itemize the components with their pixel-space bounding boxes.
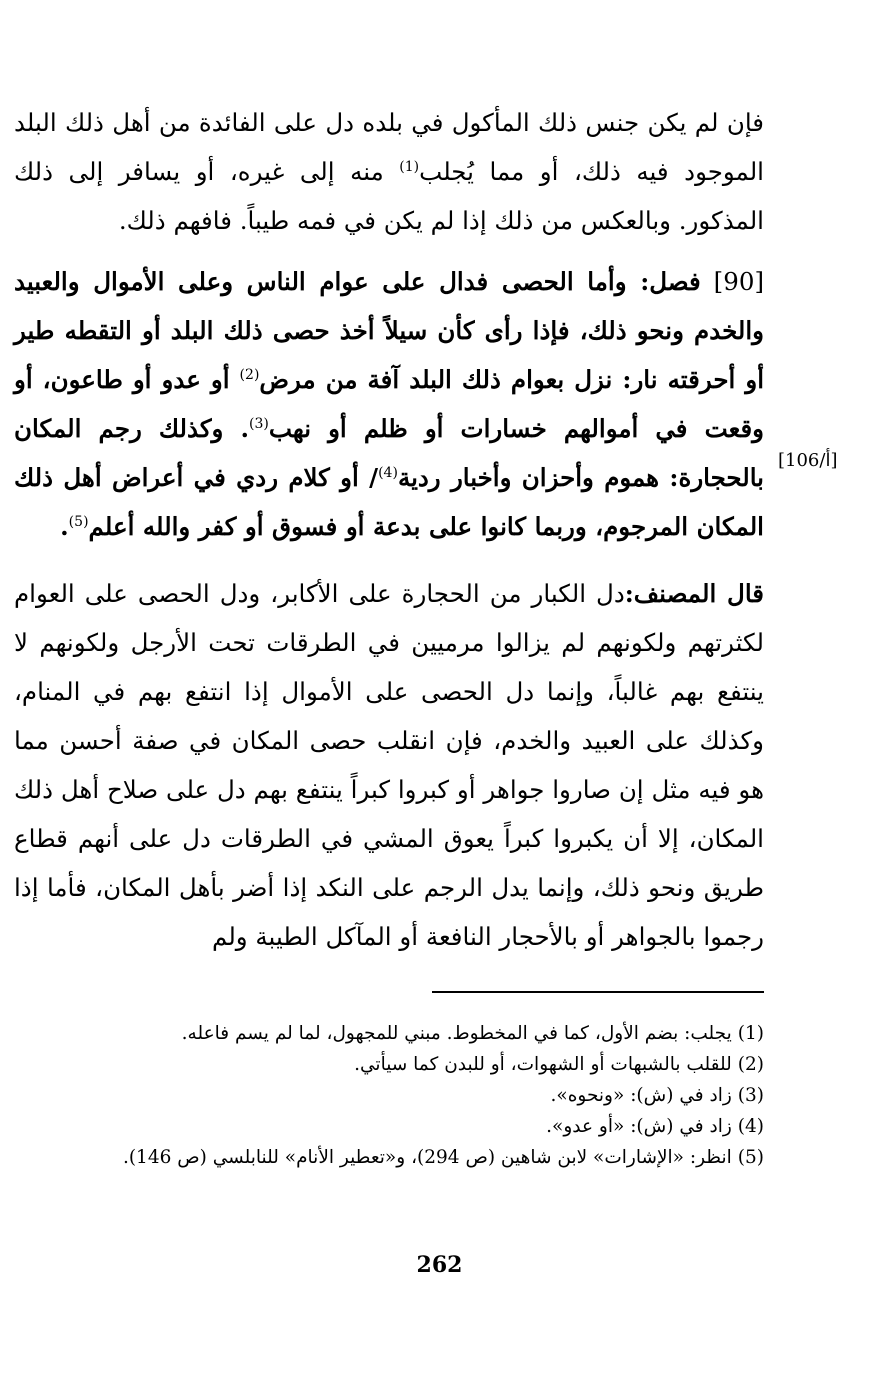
main-text	[14, 98, 764, 961]
paragraph-3-text: دل الكبار من الحجارة على الأكابر، ودل الحصى على العوام لكثرتهم ولكونهم لم يزالوا مرميين في الطرقات تحت الأرجل ولكونهم لا ينتفع بهم غالباً، وإنما دل الحصى على الأموال إذا انتفع بهم في المنام، وكذلك على العبيد والخدم، فإن انقلب حصى المكان في صفة أحسن مما هو فيه مثل إن صاروا جواهر أو كبروا كبراً ينتفع بهم دل على صلاح أهل ذلك المكان، إلا أن يكبروا كبراً يعوق المشي في الطرقات دل على أنهم قطاع طريق ونحو ذلك، وإنما يدل الرجم على النكد إذا أضر بأهل المكان، فأما إذا رجموا بالجواهر أو بالأحجار النافعة أو المآكل الطيبة ولم	[14, 579, 764, 951]
footnote-ref-3: (3)	[248, 416, 269, 432]
paragraph-2-text-b: أو عدو أو طاعون، أو وقعت في أموالهم خسارات أو ظلم أو نهب	[14, 365, 765, 443]
margin-note: [106/أ]	[778, 450, 838, 471]
footnote-1	[30, 1018, 764, 1049]
footnote-divider	[432, 991, 764, 993]
section-heading: فصل:	[626, 267, 701, 296]
footnote-ref-1: (1)	[399, 159, 420, 175]
paragraph-3	[14, 569, 764, 961]
section-number: [90]	[700, 267, 764, 296]
footnote-number: (5)	[737, 1147, 764, 1168]
footnote-number: (1)	[737, 1023, 764, 1044]
paragraph-2-text-c: . وكذلك رجم المكان بالحجارة: هموم وأحزان وأخبار ردية	[14, 414, 764, 492]
paragraph-1	[14, 98, 764, 245]
footnote-5	[30, 1142, 764, 1173]
footnote-ref-5: (5)	[68, 514, 89, 530]
footnote-text: زاد في (ش): «ونحوه».	[550, 1085, 732, 1106]
paragraph-2	[14, 257, 764, 551]
footnote-number: (3)	[737, 1085, 764, 1106]
page-number: 262	[416, 1252, 463, 1278]
footnote-number: (4)	[737, 1116, 764, 1137]
footnote-number: (2)	[737, 1054, 764, 1075]
footnote-ref-4: (4)	[378, 465, 398, 481]
footnote-text: انظر: «الإشارات» لابن شاهين (ص 294)، و«تعطير الأنام» للنابلسي (ص 146).	[122, 1147, 732, 1168]
footnote-3	[30, 1080, 764, 1111]
footnote-text: زاد في (ش): «أو عدو».	[546, 1116, 732, 1137]
footnotes	[30, 1018, 764, 1173]
footnote-2	[30, 1049, 764, 1080]
paragraph-1-text-b: منه إلى غيره، أو يسافر إلى ذلك المذكور. وبالعكس من ذلك إذا لم يكن في فمه طيباً. فافهم ذلك.	[14, 157, 764, 235]
footnote-text: يجلب: بضم الأول، كما في المخطوط. مبني للمجهول، لما لم يسم فاعله.	[181, 1023, 732, 1044]
footnote-4	[30, 1111, 764, 1142]
author-heading: قال المصنف:	[624, 579, 764, 608]
paragraph-1-text-a: فإن لم يكن جنس ذلك المأكول في بلده دل على الفائدة من أهل ذلك البلد الموجود فيه ذلك، أو مما يُجلب	[14, 108, 764, 186]
paragraph-2-text-a: وأما الحصى فدال على عوام الناس وعلى الأموال والعبيد والخدم ونحو ذلك، فإذا رأى كأن سيلاً أخذ حصى ذلك البلد أو التقطه طير أو أحرقته نار: نزل بعوام ذلك البلد آفة من مرض	[14, 267, 764, 394]
paragraph-2-text-d: / أو كلام ردي في أعراض أهل ذلك المكان المرجوم، وربما كانوا على بدعة أو فسوق أو كفر والله أعلم	[14, 463, 764, 541]
footnote-ref-2: (2)	[239, 367, 260, 383]
paragraph-2-text-e: .	[60, 512, 69, 541]
footnote-text: للقلب بالشبهات أو الشهوات، أو للبدن كما سيأتي.	[354, 1054, 732, 1075]
